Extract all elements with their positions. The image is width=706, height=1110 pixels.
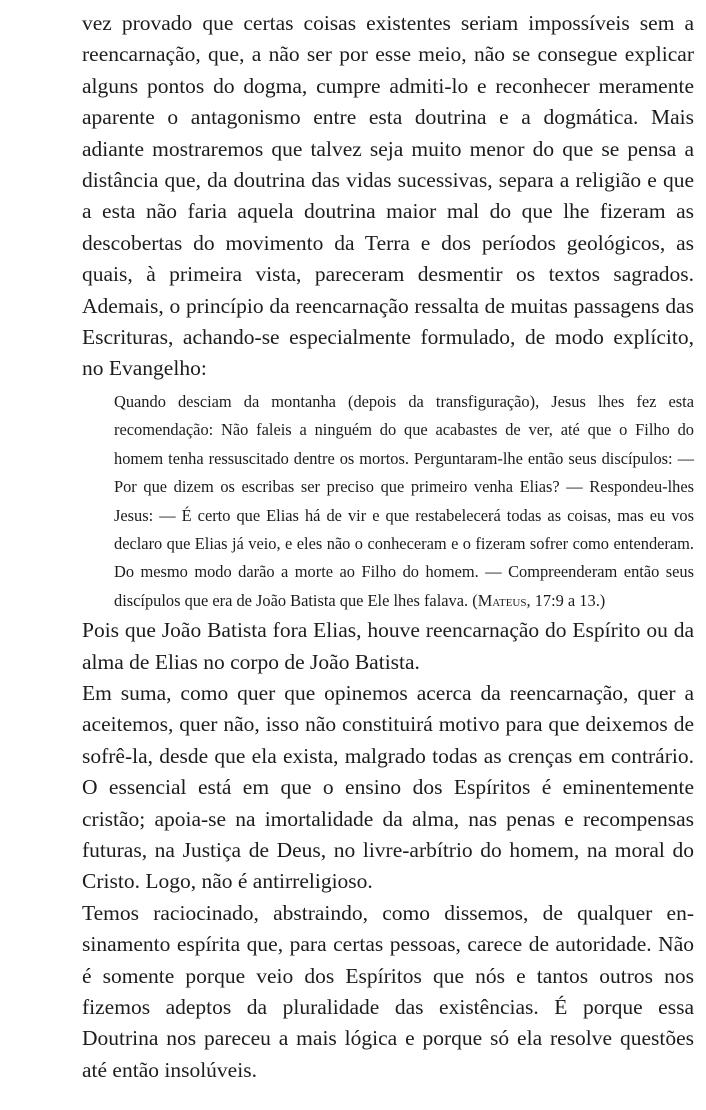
- document-page: [82, 8, 694, 1086]
- body-paragraph-4: Temos raciocinado, abstraindo, como dissemos, de qualquer ensinamento espírita que, para certas pessoas, carece de autoridade. Não é somente porque veio dos Espíritos que nós e tantos outros nos fizemos adeptos da pluralidade das existências. É porque essa Doutrina nos pareceu a mais lógica e porque só ela resolve questões até então insolúveis.: [82, 900, 694, 1082]
- quote-reference-book: Mateus: [477, 590, 527, 610]
- body-paragraph-1: vez provado que certas coisas existentes seriam impossíveis sem a reencarnação, que, a não ser por esse meio, não se consegue explicar alguns pontos do dogma, cumpre admiti-lo e reconhecer meramente aparente o antagonismo entre esta doutrina e a dogmática. Mais adiante mostraremos que talvez seja muito menor do que se pensa a distância que, da doutrina das vidas sucessivas, separa a religião e que a esta não faria aquela doutrina maior mal do que lhe fizeram as descobertas do movimento da Terra e dos períodos geológicos, as quais, à primeira vista, pareceram desmentir os textos sagrados. Ademais, o princípio da reencarnação ressalta de muitas passagens das Escrituras, achando-se especialmente formulado, de modo explícito, no Evangelho:: [82, 11, 694, 381]
- quote-reference: [472, 591, 605, 610]
- gospel-quote: [114, 387, 694, 615]
- body-paragraph-2: Pois que João Batista fora Elias, houve reencarnação do Espírito ou da alma de Elias no corpo de João Batista.: [82, 618, 694, 674]
- gospel-quote-text: Quando desciam da montanha (depois da transfiguração), Jesus lhes fez esta recomendação: Não faleis a ninguém do que acabastes de ver, até que o Filho do homem tenha ressuscitado dentre os mortos. Perguntaram-lhe então seus discípulos: — Por que dizem os escribas ser preciso que primeiro venha Elias? — Respondeu-lhes Jesus: — É certo que Elias há de vir e que restabelecerá todas as coisas, mas eu vos declaro que Elias já veio, e eles não o conheceram e o fizeram sofrer como entenderam. Do mesmo modo darão a morte ao Filho do homem. — Compreenderam então seus discípulos que era de João Batista que Ele lhes falava.: [114, 391, 694, 610]
- quote-reference-open: (: [472, 590, 478, 610]
- body-paragraph-3: Em suma, como quer que opinemos acerca da reencarnação, quer a aceitemos, quer não, isso não constituirá motivo para que deixemos de sofrê-la, desde que ela exista, malgrado todas as crenças em contrário. O essencial está em que o ensino dos Espíritos é eminentemente cristão; apoia-se na imortalidade da alma, nas penas e recompensas futuras, na Justiça de Deus, no livre-arbítrio do homem, na moral do Cristo. Logo, não é antirreligioso.: [82, 680, 694, 894]
- quote-reference-rest: , 17:9 a 13.): [526, 590, 606, 610]
